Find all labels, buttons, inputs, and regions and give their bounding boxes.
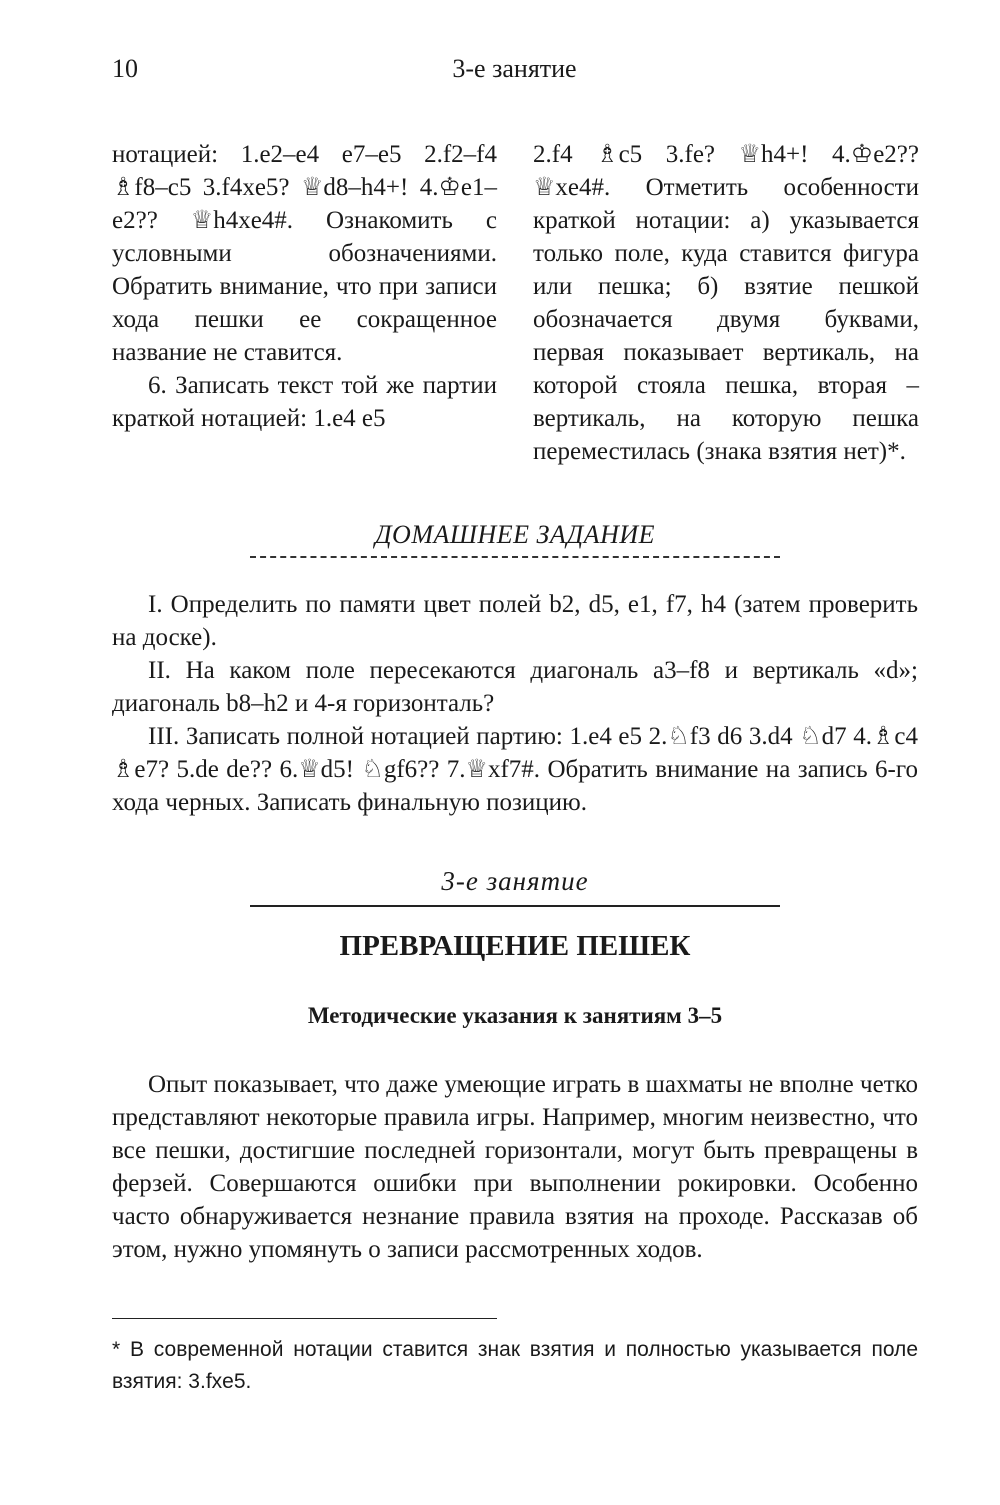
section-subtitle: Методические указания к занятиям 3–5 <box>307 1003 723 1028</box>
left-column <box>112 138 497 435</box>
homework-heading: ДОМАШНЕЕ ЗАДАНИЕ <box>375 520 655 549</box>
page-number: 10 <box>112 54 138 83</box>
homework-dashed-divider <box>250 556 780 558</box>
running-title: 3-е занятие <box>452 54 577 83</box>
homework-item-1: I. Определить по памяти цвет полей b2, d5, e1, f7, h4 (затем проверить на доске). <box>112 591 918 651</box>
footnote: * В современной нотации ставится знак взятия и полностью указывается поле взятия: 3.fxe5. <box>112 1338 918 1393</box>
chapter-title: ПРЕВРАЩЕНИЕ ПЕШЕК <box>339 930 691 962</box>
homework-item-2: II. На каком поле пересекаются диагональ a3–f8 и вертикаль «d»; диагональ b8–h2 и 4-я горизонталь? <box>112 657 918 717</box>
right-column <box>533 138 919 468</box>
left-column-paragraph-1: нотацией: 1.e2–e4 e7–e5 2.f2–f4 ♗f8–c5 3.f4xe5? ♕d8–h4+! 4.♔e1–e2?? ♕h4xe4#. Ознакомить с условными обозначениями. Обратить внимание, что при записи хода пешки ее сокращенное название не ставится. <box>112 141 497 366</box>
homework-body <box>112 588 918 819</box>
homework-item-3: III. Записать полной нотацией партию: 1.e4 e5 2.♘f3 d6 3.d4 ♘d7 4.♗c4 ♗e7? 5.de de?? 6.♕d5! ♘gf6?? 7.♕xf7#. Обратить внимание на запись 6-го хода черных. Записать финальную позицию. <box>112 723 919 816</box>
right-column-paragraph-1: 2.f4 ♗c5 3.fe? ♕h4+! 4.♔e2?? ♕xe4#. Отметить особенности краткой нотации: а) указывается только поле, куда ставится фигура или пешка; б) взятие пешкой обозначается двумя буквами, первая показывает вертикаль, на которой стояла пешка, вторая – вертикаль, на которую пешка переместилась (знака взятия нет)*. <box>533 141 919 465</box>
body-paragraph: Опыт показывает, что даже умеющие играть в шахматы не вполне четко представляют некоторые правила игры. Например, многим неизвестно, что все пешки, достигшие последней горизонтали, могут быть превращены в ферзей. Совершаются ошибки при выполнении рокировки. Особенно часто обнаруживается незнание правила взятия на проходе. Рассказав об этом, нужно упомянуть о записи рассмотренных ходов. <box>112 1071 918 1263</box>
lesson-title: 3-е занятие <box>441 866 589 896</box>
footnote-divider <box>112 1318 497 1319</box>
running-head <box>112 54 917 90</box>
left-column-paragraph-2: 6. Записать текст той же партии краткой нотацией: 1.e4 e5 <box>112 372 497 432</box>
lesson-title-underline <box>250 905 780 907</box>
